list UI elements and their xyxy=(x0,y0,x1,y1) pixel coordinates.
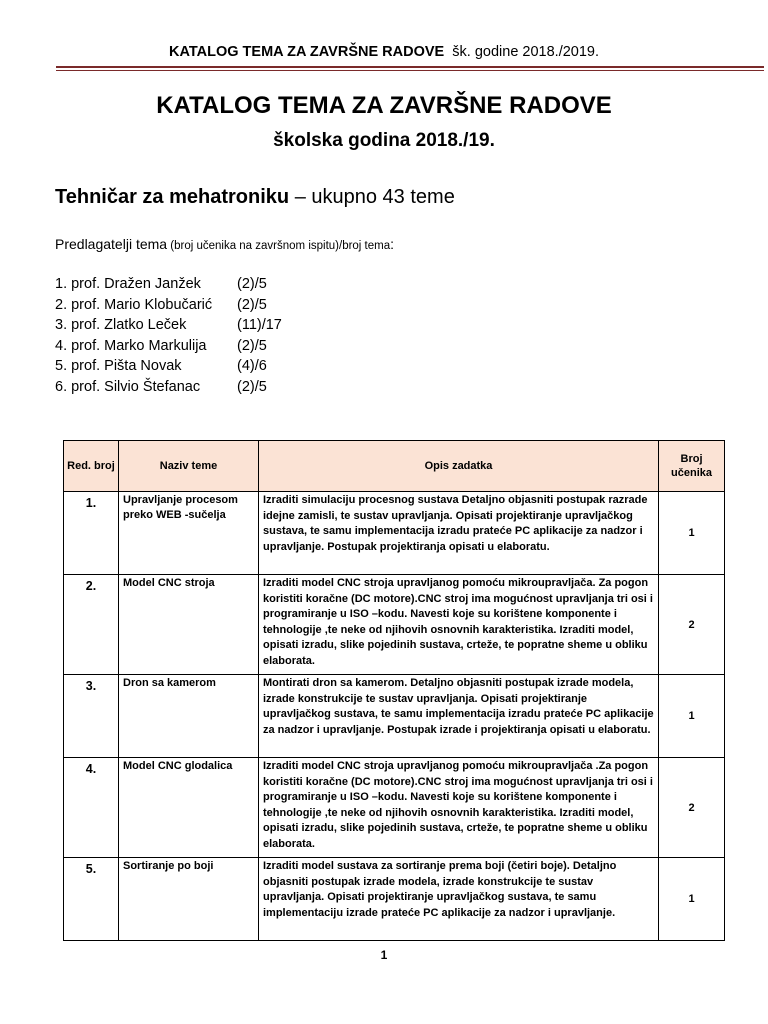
row-num: 2. xyxy=(64,575,119,675)
program-line xyxy=(55,186,455,209)
header-num: Red. broj xyxy=(64,441,119,492)
row-name: Dron sa kamerom xyxy=(119,675,259,758)
proposer-item xyxy=(55,297,355,318)
row-name: Sortiranje po boji xyxy=(119,858,259,941)
header-name: Naziv teme xyxy=(119,441,259,492)
proposer-item xyxy=(55,358,355,379)
proposers-heading xyxy=(55,236,394,252)
proposer-count: (2)/5 xyxy=(237,276,267,292)
proposers-heading-label: Predlagatelji tema xyxy=(55,236,168,252)
row-num: 1. xyxy=(64,492,119,575)
proposer-name: 1. prof. Dražen Janžek xyxy=(55,276,201,292)
row-count: 2 xyxy=(659,758,725,858)
topics-table xyxy=(63,440,725,941)
proposer-count: (4)/6 xyxy=(237,358,267,374)
row-count: 1 xyxy=(659,675,725,758)
proposer-count: (2)/5 xyxy=(237,337,267,354)
document-subtitle: školska godina 2018./19. xyxy=(273,130,495,151)
program-name: Tehničar za mehatroniku xyxy=(55,186,290,208)
program-total: – ukupno 43 teme xyxy=(289,186,455,208)
row-name: Model CNC glodalica xyxy=(119,758,259,858)
document-title: KATALOG TEMA ZA ZAVRŠNE RADOVE xyxy=(156,92,612,119)
row-num: 3. xyxy=(64,675,119,758)
row-name: Model CNC stroja xyxy=(119,575,259,675)
proposer-item xyxy=(55,379,355,400)
row-count: 2 xyxy=(659,575,725,675)
proposer-name: 4. prof. Marko Markulija xyxy=(55,337,207,354)
header-count: Broj učenika xyxy=(659,441,725,492)
table-row xyxy=(64,758,725,858)
running-header xyxy=(0,44,768,60)
row-desc: Izraditi model CNC stroja upravljanog pomoću mikroupravljača. Za pogon koristiti koračne (DC motore).CNC stroj ima mogućnost upravljanja tri osi i programiranje u ISO –kodu. Navesti koje su korištene komponente i tehnologije ,te neke od njihovih osnovnih karakteristika. Izraditi model, opisati izradu, slike pojedinih sustava, crteže, te popratne sheme u obliku elaborata. xyxy=(259,575,659,675)
row-count: 1 xyxy=(659,492,725,575)
proposers-list xyxy=(55,276,355,399)
proposer-count: (11)/17 xyxy=(237,317,282,333)
proposer-name: 3. prof. Zlatko Leček xyxy=(55,317,187,333)
header-desc: Opis zadatka xyxy=(259,441,659,492)
table-row xyxy=(64,858,725,941)
running-header-title: KATALOG TEMA ZA ZAVRŠNE RADOVE xyxy=(168,44,445,60)
page-number: 1 xyxy=(380,948,388,962)
proposers-heading-colon: : xyxy=(390,236,395,252)
proposer-item xyxy=(55,317,355,338)
proposer-count: (2)/5 xyxy=(237,378,267,395)
proposer-name: 6. prof. Silvio Štefanac xyxy=(55,378,201,395)
proposers-heading-note: (broj učenika na završnom ispitu)/broj tema xyxy=(167,240,391,252)
header-rule-thin xyxy=(56,70,764,71)
proposer-item xyxy=(55,338,355,359)
row-desc: Izraditi model CNC stroja upravljanog pomoću mikroupravljača .Za pogon koristiti koračne (DC motore).CNC stroj ima mogućnost upravljanja tri osi i programiranje u ISO –kodu. Navesti koje su korištene komponente i tehnologije ,te neke od njihovih osnovnih karakteristika. Izraditi model, opisati izradu, slike pojedinih sustava, crteže, te popratne sheme u obliku elaborata. xyxy=(259,758,659,858)
row-num: 5. xyxy=(64,858,119,941)
table-header-row xyxy=(64,441,725,492)
proposer-name: 5. prof. Pišta Novak xyxy=(55,358,182,374)
row-num: 4. xyxy=(64,758,119,858)
table-row xyxy=(64,492,725,575)
row-count: 1 xyxy=(659,858,725,941)
row-desc: Montirati dron sa kamerom. Detaljno objasniti postupak izrade modela, izrade konstrukcije te sustav upravljanja. Opisati projektiranje upravljačkog sustava, te samu implementacija izradu prateće PC aplikacije za nadzor i upravljanje. Postupak izrade i projektiranja opisati u elaboratu. xyxy=(259,675,659,758)
proposer-item xyxy=(55,276,355,297)
proposer-count: (2)/5 xyxy=(237,296,267,313)
table-row xyxy=(64,675,725,758)
row-desc: Izraditi simulaciju procesnog sustava Detaljno objasniti postupak razrade idejne zamisli, te sustav upravljanja. Opisati projektiranje upravljačkog sustava, te samu implementacija izradu prateće PC aplikacije za nadzor i upravljanje. Postupak projektiranja opisati u elaboratu. xyxy=(259,492,659,575)
row-name: Upravljanje procesom preko WEB -sučelja xyxy=(119,492,259,575)
header-rule xyxy=(56,66,764,68)
table-row xyxy=(64,575,725,675)
proposer-name: 2. prof. Mario Klobučarić xyxy=(55,296,213,313)
running-header-year: šk. godine 2018./2019. xyxy=(452,44,600,60)
row-desc: Izraditi model sustava za sortiranje prema boji (četiri boje). Detaljno objasniti postupak izrade modela, izrade konstrukcije te sustav upravljanja. Opisati projektiranje upravljačkog sustava, te samu implementaciju izrade prateće PC aplikacije za nadzor i upravljanje. xyxy=(259,858,659,941)
